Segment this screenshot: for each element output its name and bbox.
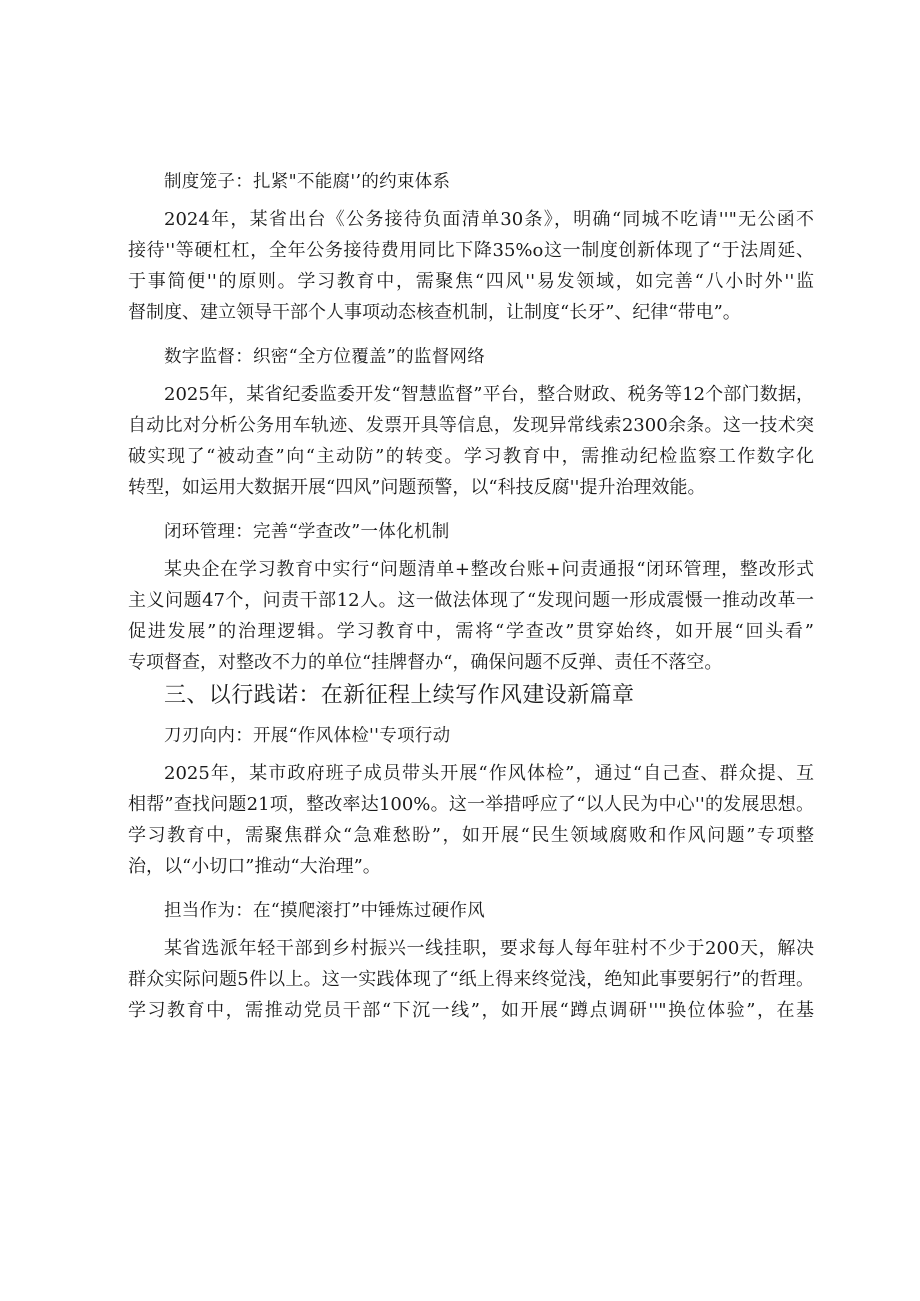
paragraph-line: 学习教育中，需推动党员干部“下沉一线”，如开展“蹲点调研''"换位体验”，在基 xyxy=(128,1000,814,1021)
paragraph-line: 某省选派年轻干部到乡村振兴一线挂职，要求每人每年驻村不少于200天，解决 xyxy=(164,938,814,959)
subheading-self-inspection: 刀刃向内：开展“作风体检''专项行动 xyxy=(164,726,451,746)
paragraph-line: 治，以“小切口”推动“大治理”。 xyxy=(128,856,381,877)
paragraph-line: 2024年，某省出台《公务接待负面清单30条》，明确“同城不吃请''"无公函不 xyxy=(164,209,814,230)
subheading-digital-supervision: 数字监督：织密“全方位覆盖”的监督网络 xyxy=(164,347,486,367)
section-heading: 三、以行践诺：在新征程上续写作风建设新篇章 xyxy=(164,683,635,708)
paragraph-line: 督制度、建立领导干部个人事项动态核查机制，让制度“长牙”、纪律“带电”。 xyxy=(128,302,741,323)
paragraph-line: 2025年，某市政府班子成员带头开展“作风体检”，通过“自己查、群众提、互 xyxy=(164,763,814,784)
paragraph-self-inspection xyxy=(128,758,814,882)
paragraph-responsibility xyxy=(128,933,814,1026)
paragraph-closed-loop xyxy=(128,554,814,678)
paragraph-line: 破实现了“被动查”向“主动防”的转变。学习教育中，需推动纪检监察工作数字化 xyxy=(128,446,814,467)
paragraph-line: 群众实际问题5件以上。这一实践体现了“纸上得来终觉浅，绝知此事要躬行”的哲理。 xyxy=(128,969,814,990)
paragraph-line: 学习教育中，需聚焦群众“急难愁盼”，如开展“民生领域腐败和作风问题”专项整 xyxy=(128,825,814,846)
paragraph-line: 主义问题47个，问责干部12人。这一做法体现了“发现问题一形成震慑一推动改革一 xyxy=(128,590,814,611)
paragraph-line: 接待''等硬杠杠，全年公务接待费用同比下降35%o这一制度创新体现了“于法周延、 xyxy=(128,240,814,261)
subheading-institutional-cage: 制度笼子：扎紧"不能腐'’的约束体系 xyxy=(164,172,451,192)
paragraph-line: 促进发展”的治理逻辑。学习教育中，需将“学查改”贯穿始终，如开展“回头看” xyxy=(128,621,814,642)
subheading-closed-loop: 闭环管理：完善“学查改”一体化机制 xyxy=(164,522,450,542)
paragraph-line: 自动比对分析公务用车轨迹、发票开具等信息，发现异常线索2300余条。这一技术突 xyxy=(128,415,814,436)
paragraph-institutional-cage xyxy=(128,204,814,328)
paragraph-line: 2025年，某省纪委监委开发“智慧监督”平台，整合财政、税务等12个部门数据， xyxy=(164,384,814,405)
paragraph-line: 转型，如运用大数据开展“四风”问题预警，以“科技反腐''提升治理效能。 xyxy=(128,477,706,498)
subheading-responsibility: 担当作为：在“摸爬滚打”中锤炼过硬作风 xyxy=(164,901,486,921)
paragraph-line: 某央企在学习教育中实行“问题清单+整改台账+问责通报“闭环管理，整改形式 xyxy=(164,559,814,580)
paragraph-line: 于事简便''的原则。学习教育中，需聚焦“四风''易发领域，如完善“八小时外''监 xyxy=(128,271,814,292)
paragraph-digital-supervision xyxy=(128,379,814,503)
document-page xyxy=(128,160,814,1026)
paragraph-line: 相帮”查找问题21项，整改率达100%。这一举措呼应了“以人民为中心''的发展思想。 xyxy=(128,794,814,815)
paragraph-line: 专项督查，对整改不力的单位“挂牌督办“，确保问题不反弹、责任不落空。 xyxy=(128,652,723,673)
